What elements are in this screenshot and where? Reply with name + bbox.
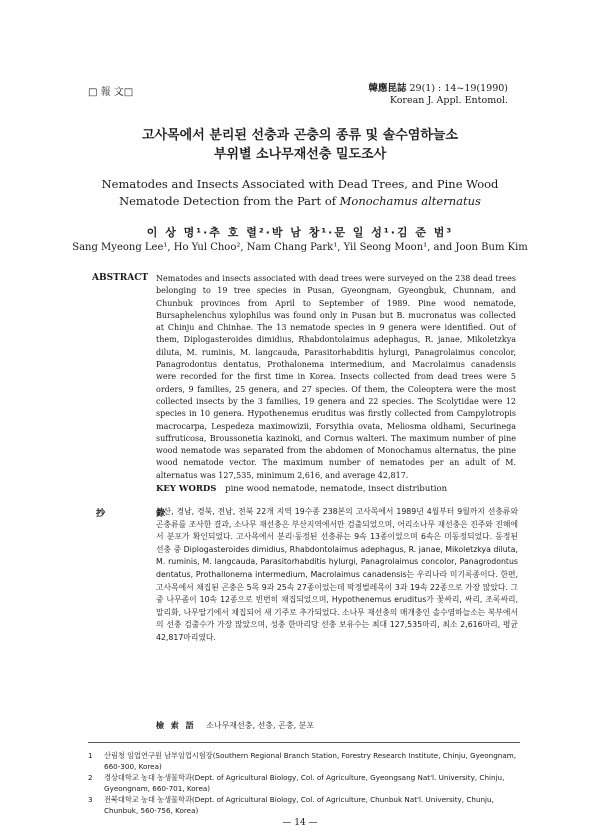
title-korean bbox=[60, 126, 540, 164]
keywords-label: KEY WORDS bbox=[156, 484, 217, 494]
summary-text: 부산, 경남, 경북, 전남, 전북 22개 지역 19수종 238본의 고사목에서 1989년 4월부터 9월까지 선충류와 곤충류를 조사한 결과, 소나무 재선충은 부산지역에서만 검출되었으며, 어리소나무 재선충은 진주와 진해에서 분포가 확인되었다. 고사목에서 분리·동정된 선충류는 9속 13종이었으며 6속은 미동정되었다. 동정된 선충 중 Diplogasteroides dimidius, Rhabdontolaimus adephagus, R. janae, Mikoletzkya diluta, M. ruminis, M. langcauda, Parasitorhabditis hylurgi, Panagrolaimus concolor, Panagrodontus dentatus, Prothallonema intermedium, Macrolaimus canadensis는 우리나라 미기록종이다. 한편, 고사목에서 채집된 곤충은 5목 9과 25속 27종이었는데 딱정벌레목이 3과 19속 22종으로 가장 많았다. 그중 나무좀이 10속 12종으로 빈번히 채집되었으며, Hypothenemus eruditus가 꽃싸리, 싸리, 조록싸리, 말리화, 나무딸기에서 채집되어 새 기주로 추가되었다. 소나무 재선충의 매개충인 솔수염하늘소는 복부에서의 선충 검출수가 가장 많았으며, 성충 한마리당 선충 보유수는 최대 127,535마리, 최소 2,616마리, 평균 42,817마리였다. bbox=[156, 507, 518, 642]
footnote-text-cont: 660-300, Korea) bbox=[104, 762, 162, 771]
title-english-line1: Nematodes and Insects Associated with Dead Trees, and Pine Wood bbox=[101, 177, 499, 191]
summary-label: 抄 錄 bbox=[96, 509, 190, 519]
footnote-number: 2 bbox=[88, 773, 93, 782]
footnote-2 bbox=[88, 772, 520, 794]
page-number: — 14 — bbox=[282, 818, 318, 828]
title-korean-line1: 고사목에서 분리된 선충과 곤충의 종류 및 솔수염하늘소 bbox=[142, 128, 458, 143]
footnote-divider bbox=[88, 742, 520, 743]
title-english-line2 bbox=[60, 193, 540, 210]
title-korean-line2: 부위별 소나무재선충 밀도조사 bbox=[213, 147, 387, 162]
abstract-label: ABSTRACT bbox=[92, 273, 149, 283]
abstract-text: Nematodes and insects associated with dead trees were surveyed on the 238 dead trees belonging to 19 tree species in Pusan, Gyeongnam, Gyeongbuk, Chunnam, and Chunbuk provinces from April to September of 1989. Pine wood nematode, Bursaphelenchus xylophilus was found only in Pusan but B. mucronatus was collected at Chinju and Chinhae. The 13 nematode species in 9 genera were identified. Out of them, Diplogasteroides dimidius, Rhabdontolaimus adephagus, R. janae, Mikoletzkya diluta, M. ruminis, M. langcauda, Parasitorhabditis hylurgi, Panagrolaimus concolor, Panagrodontus dentatus, Prothalonema intermedium, and Macrolaimus canadensis were recorded for the first time in Korea. Insects collected from dead trees were 5 orders, 9 families, 25 genera, and 27 species. Of them, the Coleoptera were the most collected insects by the 3 families, 19 genera and 22 species. The Scolytidae were 12 species in 10 genera. Hypothenemus eruditus was firstly collected from Campylotropis macrocarpa, Lespedeza maximowizii, Forsythia ovata, Meliosma oldhami, Securinega suffruticosa, Broussonetia kazinoki, and Cornus walteri. The maximum number of pine wood nematode was separated from the abdomen of Monochamus alternatus, the pine wood nematode vector. The maximum number of nematodes per an adult of M. alternatus was 127,535, minimum 2,616, and average 42,817. bbox=[156, 274, 516, 480]
journal-volume: 29(1) : 14~19(1990) bbox=[409, 83, 508, 94]
footnote-text: 산림청 임업연구원 남부임업시험장(Southern Regional Branch Station, Forestry Research Institute, Chinju, Gyeongnam, bbox=[104, 751, 517, 760]
keywords bbox=[156, 484, 447, 494]
journal-name-ko: 韓應昆誌 bbox=[368, 83, 407, 94]
title-english-species: Monochamus alternatus bbox=[339, 194, 481, 208]
footnote-text: 전북대학교 농대 농생물학과(Dept. of Agricultural Biology, Col. of Agriculture, Chunbuk Nat'l. University, Chunju, bbox=[104, 795, 494, 804]
footnote-text: 경상대학교 농대 농생물학과(Dept. of Agricultural Biology, Col. of Agriculture, Gyeongsang Nat'l. University, Chinju, bbox=[104, 773, 505, 782]
report-type-label: □ 報 文□ bbox=[88, 87, 134, 98]
keywords-text: pine wood nematode, nematode, insect distribution bbox=[225, 484, 448, 494]
keywords-korean-text: 소나무재선충, 선충, 곤충, 분포 bbox=[206, 721, 315, 730]
keywords-korean-label: 檢 索 語 bbox=[156, 721, 196, 730]
journal-name-en: Korean J. Appl. Entomol. bbox=[389, 95, 508, 106]
authors-english: Sang Myeong Lee¹, Ho Yul Choo², Nam Chang Park¹, Yil Seong Moon¹, and Joon Bum Kim bbox=[72, 242, 528, 253]
footnote-3 bbox=[88, 794, 520, 816]
footnote-text-cont: Chunbuk, 560-756, Korea) bbox=[104, 806, 199, 815]
keywords-korean bbox=[156, 720, 314, 731]
footnote-1 bbox=[88, 750, 520, 772]
title-english bbox=[60, 176, 540, 210]
footnote-number: 1 bbox=[88, 751, 93, 760]
footnote-number: 3 bbox=[88, 795, 93, 804]
footnote-text-cont: Gyeongnam, 660-701, Korea) bbox=[104, 784, 211, 793]
title-english-line2-text: Nematode Detection from the Part of bbox=[119, 194, 340, 208]
journal-citation bbox=[368, 83, 508, 107]
authors-korean: 이 상 명¹·추 호 렬²·박 남 창¹·문 일 성¹·김 준 범³ bbox=[146, 226, 454, 239]
